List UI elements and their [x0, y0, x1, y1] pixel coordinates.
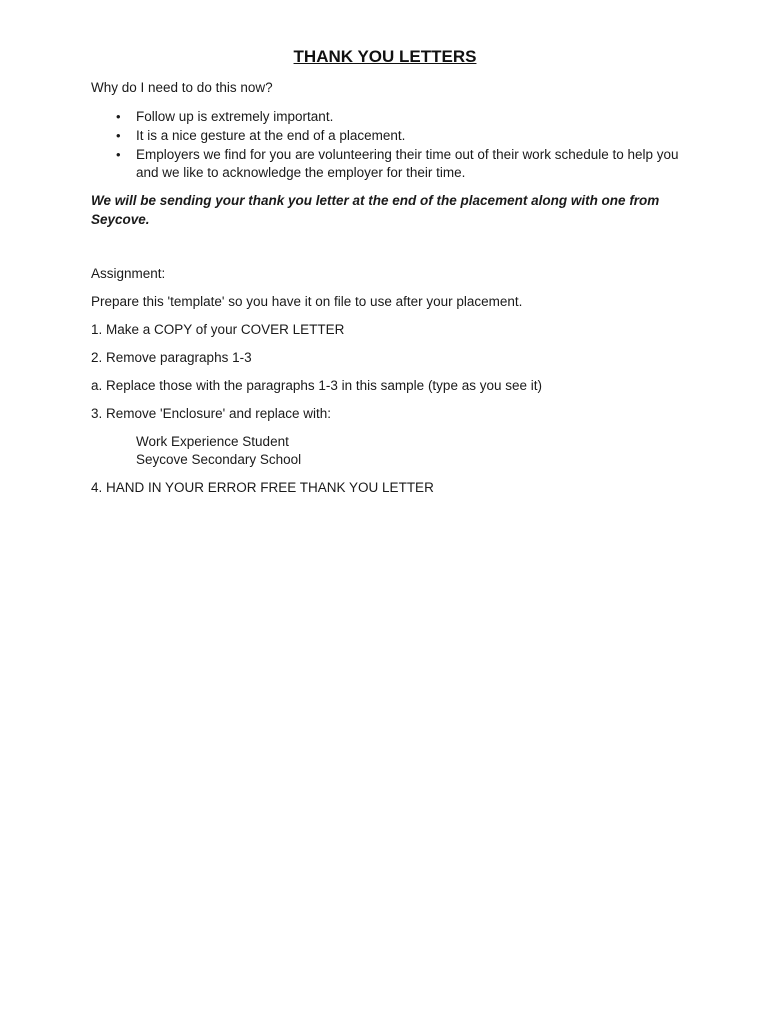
step-1: 1. Make a COPY of your COVER LETTER [91, 322, 345, 337]
bullet-icon: • [116, 128, 121, 143]
list-item-text: Follow up is extremely important. [136, 109, 334, 124]
reasons-list [91, 108, 691, 183]
list-item-text: It is a nice gesture at the end of a placement. [136, 128, 406, 143]
bullet-icon: • [116, 147, 121, 162]
question-text: Why do I need to do this now? [91, 80, 273, 95]
step-2a: a. Replace those with the paragraphs 1-3 in this sample (type as you see it) [91, 378, 542, 393]
step-4: 4. HAND IN YOUR ERROR FREE THANK YOU LETTER [91, 480, 434, 495]
replacement-line-1: Work Experience Student [136, 434, 289, 449]
step-3: 3. Remove 'Enclosure' and replace with: [91, 406, 332, 421]
assignment-heading: Assignment: [91, 266, 166, 281]
list-item [91, 108, 691, 126]
page-title: THANK YOU LETTERS [293, 47, 477, 66]
list-item-text: Employers we find for you are volunteering their time out of their work schedule to help you and we like to acknowledge the employer for their time. [136, 147, 679, 180]
step-2: 2. Remove paragraphs 1-3 [91, 350, 252, 365]
list-item [91, 146, 691, 182]
list-item [91, 127, 691, 145]
prepare-instruction: Prepare this 'template' so you have it on file to use after your placement. [91, 294, 523, 309]
replacement-line-2: Seycove Secondary School [136, 452, 302, 467]
emphasis-note: We will be sending your thank you letter at the end of the placement along with one from Seycove. [91, 193, 660, 227]
bullet-icon: • [116, 109, 121, 124]
